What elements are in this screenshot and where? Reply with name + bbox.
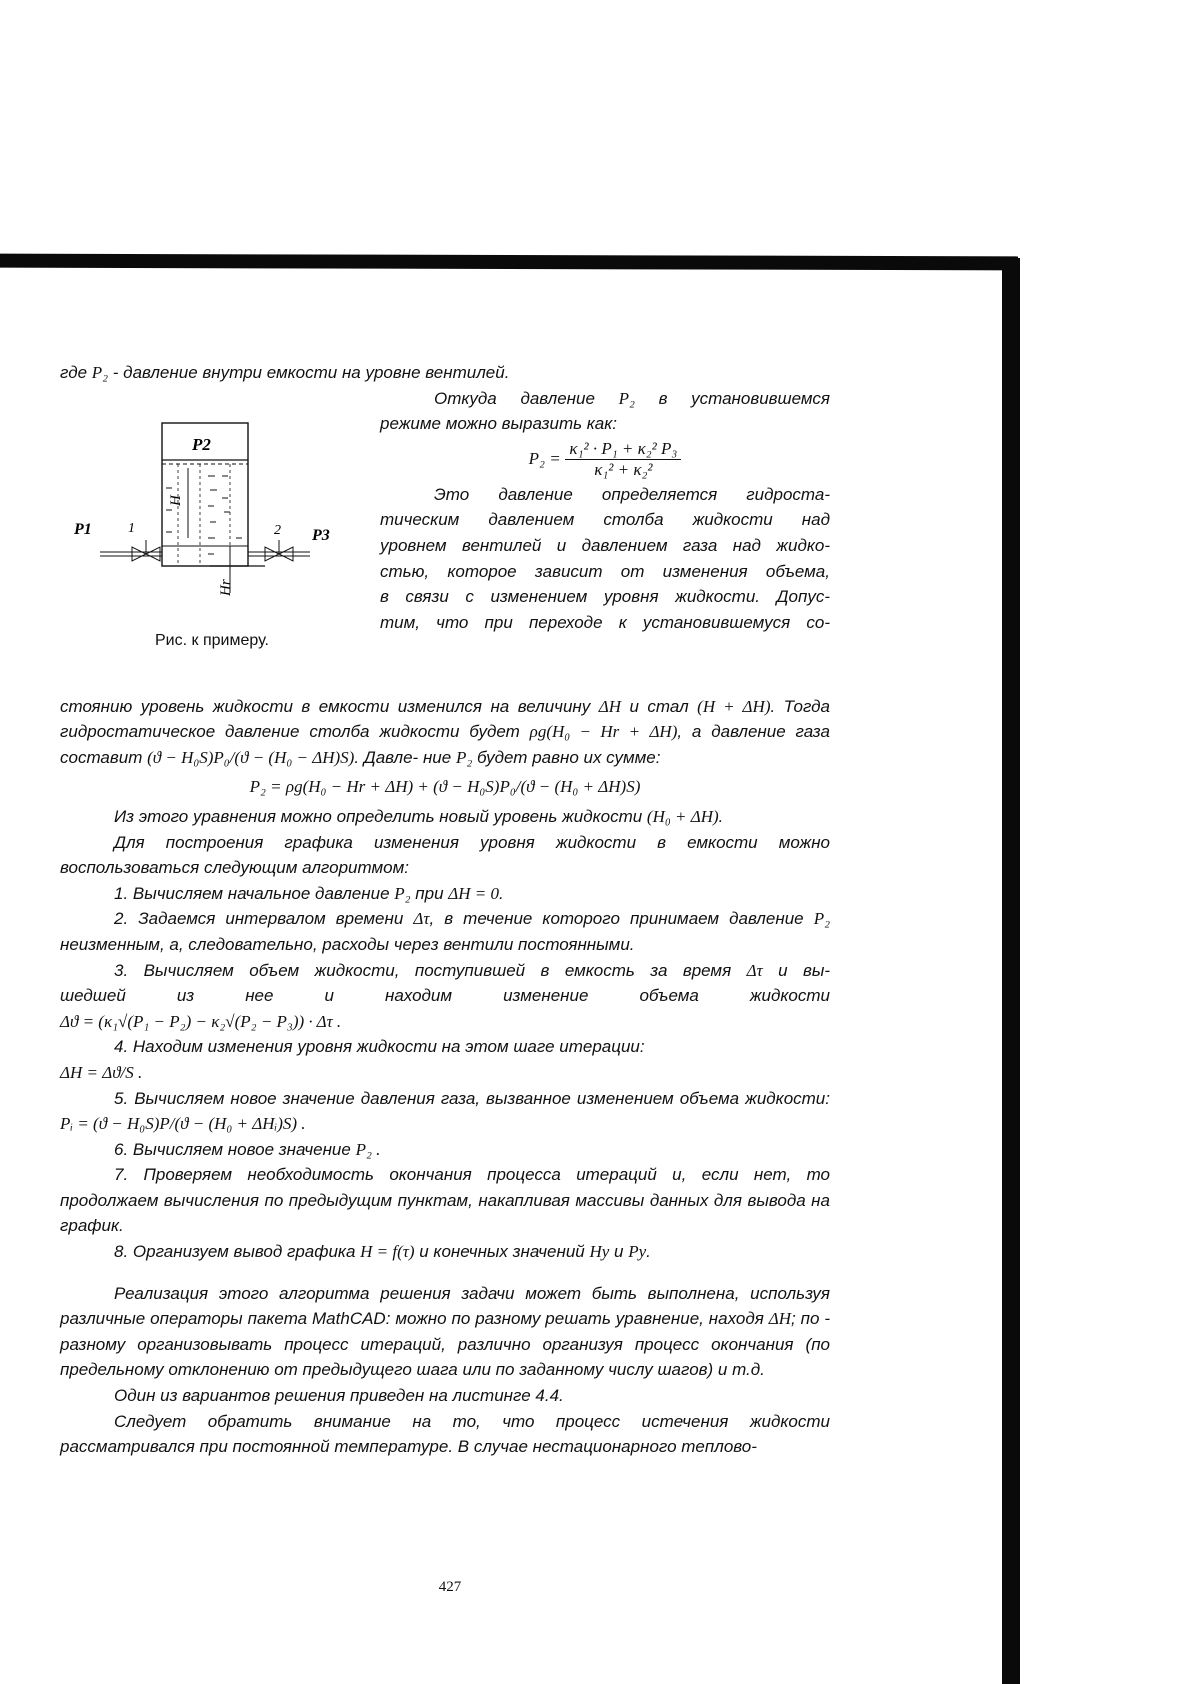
paragraph-new-level: Из этого уравнения можно определить новый уровень жидкости (H₀ + ΔH). xyxy=(114,806,724,826)
step-6: 6. Вычисляем новое значение P₂ . xyxy=(114,1139,381,1159)
r-line-6: стью, которое зависит от изменения объема, xyxy=(380,561,830,581)
line-where-p2: где P₂ - давление внутри емкости на уровне вентилей. xyxy=(60,363,510,382)
r-line-4: тическим давлением столба жидкости над xyxy=(380,510,830,530)
label-hr: Hr xyxy=(218,578,234,596)
formula-main: P₂ = ρg(H₀ − Hr + ΔH) + (ϑ − H₀S)P₀/(ϑ − (H₀ + ΔH)S) xyxy=(249,777,641,797)
step-4: 4. Находим изменения уровня жидкости на этом шаге итерации: xyxy=(114,1037,645,1057)
scan-edge-top xyxy=(0,254,1018,271)
right-column xyxy=(380,386,830,636)
paragraph-implementation: Реализация этого алгоритма решения задачи может быть выполнена, используя различные операторы пакета MathCAD: можно по разному решать уравнение, находя ΔH; по - разному организовывать процесс итераций, различно организуя процесс окончания (по предельному отклонению от предыдущего шага или по заданному числу шагов) и т.д. xyxy=(60,1283,831,1380)
step-3-line-1: 3. Вычисляем объем жидкости, поступившей в емкость за время Δτ и вы- xyxy=(114,960,830,980)
page-body xyxy=(60,360,830,1460)
paragraph-level-change: стоянию уровень жидкости в емкости изменился на величину ΔH и стал (H + ΔH). Тогда гидростатическое давление столба жидкости будет ρg(H₀ − Hr + ΔH), а давление газа составит (ϑ − H₀S)P₀/(ϑ − (H₀ − ΔH)S). Давле- ние P₂ будет равно их сумме: xyxy=(60,696,830,767)
figure-caption: Рис. к примеру. xyxy=(155,631,269,649)
formula-dh: ΔH = Δϑ/S . xyxy=(60,1062,143,1082)
r-line-2: режиме можно выразить как: xyxy=(380,414,617,434)
scan-edge-right xyxy=(1002,258,1020,1684)
step-3-line-2: шедшей из нее и находим изменение объема жидкости xyxy=(60,986,830,1006)
r-line-8: тим, что при переходе к установившемуся со- xyxy=(380,612,830,632)
step-8: 8. Организуем вывод графика H = f(τ) и конечных значений Hy и Py. xyxy=(114,1242,651,1262)
tank-diagram xyxy=(60,388,370,626)
step-5: 5. Вычисляем новое значение давления газа, вызванное изменением объема жидкости: Pᵢ = (ϑ − H₀S)P/(ϑ − (H₀ + ΔHᵢ)S) . xyxy=(60,1088,830,1134)
paragraph-temperature: Следует обратить внимание на то, что процесс истечения жидкости рассматривался при постоянной температуре. В случае нестационарного теплово- xyxy=(60,1411,830,1457)
formula-p2-fraction: P₂ = $\frac{\text{κ₁² · P₁ + κ₂² P₃}}{\text{κ₁² + κ₂²}}$ xyxy=(380,439,830,480)
paragraph-algorithm-intro: Для построения графика изменения уровня жидкости в емкости можно воспользоваться следующим алгоритмом: xyxy=(60,832,830,878)
r-line-3: Это давление определяется гидроста- xyxy=(434,484,830,504)
fraction-numerator: κ₁² · P₁ + κ₂² P₃ xyxy=(565,439,681,460)
label-valve-2: 2 xyxy=(274,522,281,538)
tank-figure xyxy=(60,388,370,626)
r-line-5: уровнем вентилей и давлением газа над жидко- xyxy=(380,535,830,555)
page-number: 427 xyxy=(438,1579,462,1595)
r-line-1: Откуда давление P₂ в установившемся xyxy=(434,388,830,408)
step-1: 1. Вычисляем начальное давление P₂ при ΔH = 0. xyxy=(114,883,504,903)
label-p1: P1 xyxy=(74,520,92,538)
label-p2: P2 xyxy=(192,434,211,454)
r-line-7: в связи с изменением уровня жидкости. Допус- xyxy=(380,587,830,607)
paragraph-listing: Один из вариантов решения приведен на листинге 4.4. xyxy=(114,1386,564,1406)
fraction-denominator: κ₁² + κ₂² xyxy=(594,459,653,479)
label-p3: P3 xyxy=(312,526,330,544)
label-valve-1: 1 xyxy=(128,520,135,536)
figure-and-text xyxy=(60,386,830,718)
formula-dv: Δϑ = (κ₁√(P₁ − P₂) − κ₂√(P₂ − P₃)) · Δτ . xyxy=(60,1011,342,1031)
step-2: 2. Задаемся интервалом времени Δτ, в течение которого принимаем давление P₂ неизменным, а, следовательно, расходы через вентили постоянными. xyxy=(60,909,830,954)
label-h: H xyxy=(168,494,184,506)
step-7: 7. Проверяем необходимость окончания процесса итераций и, если нет, то продолжаем вычисления по предыдущим пунктам, накапливая массивы данных для вывода на график. xyxy=(60,1165,830,1236)
